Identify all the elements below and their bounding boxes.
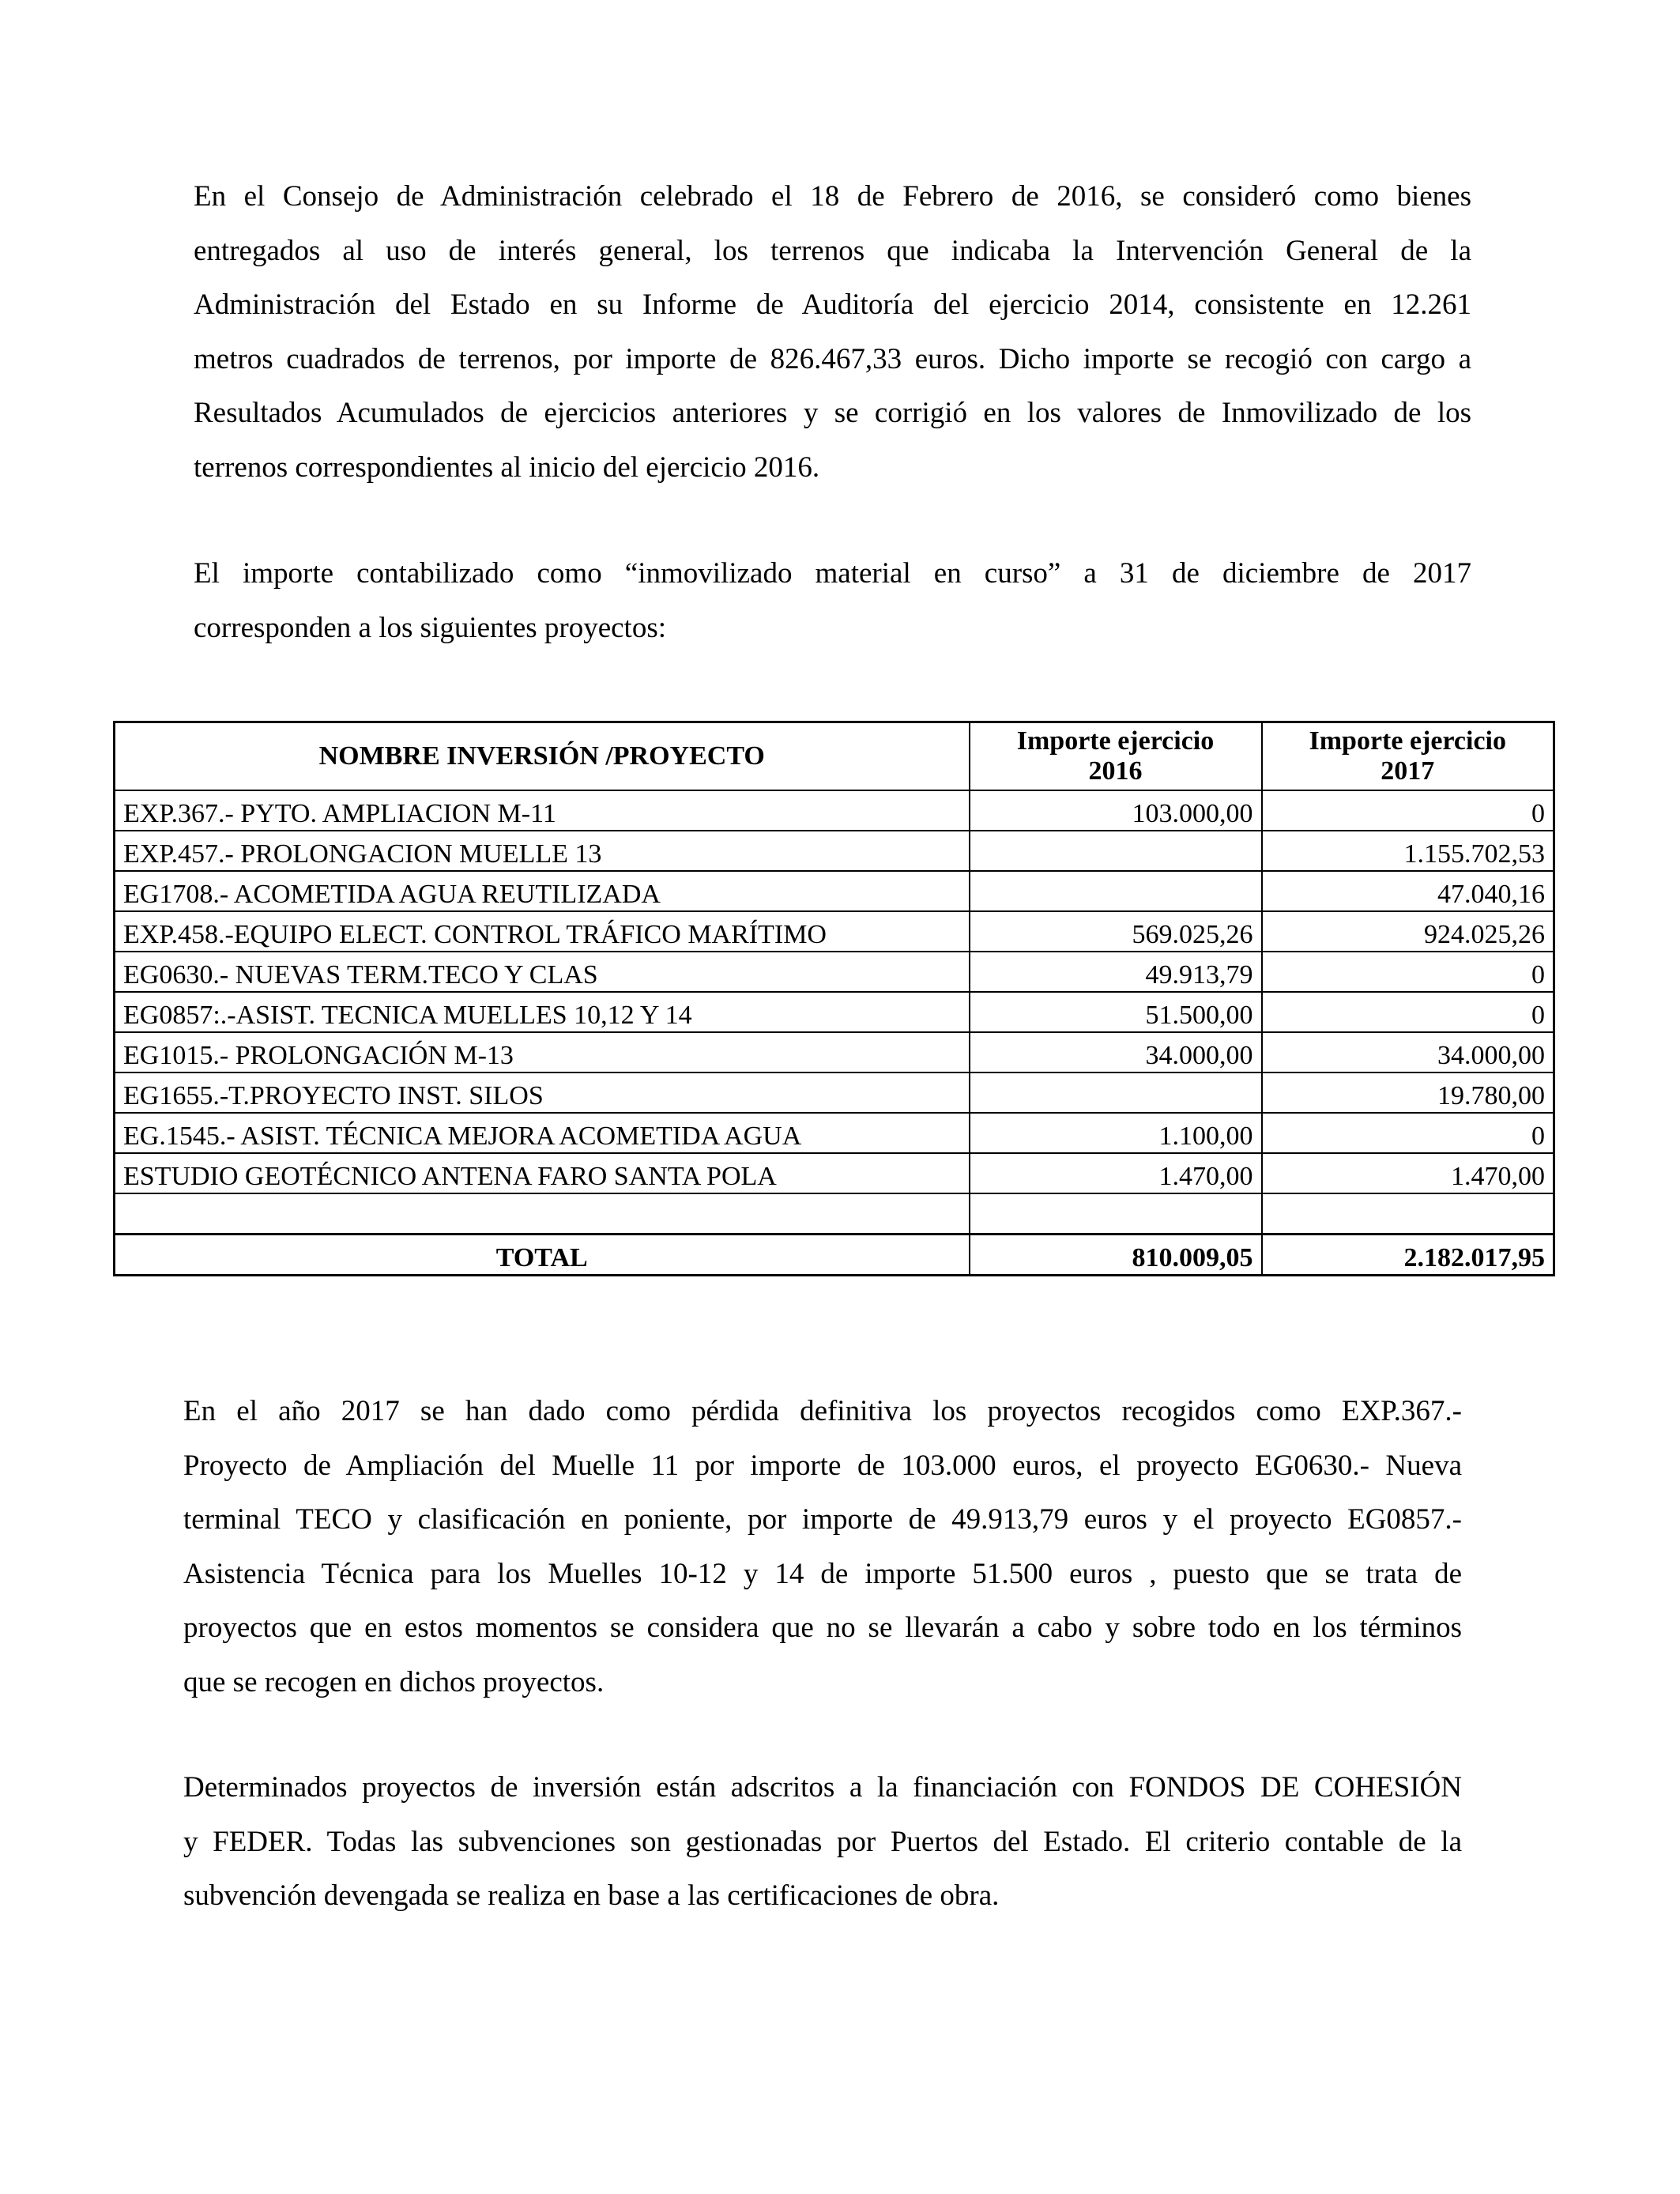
paragraph-importe-contabilizado [194,547,1471,655]
paragraph-perdida-definitiva [183,1385,1462,1710]
cell-name: EG1708.- ACOMETIDA AGUA REUTILIZADA [115,871,970,911]
cell-2017: 19.780,00 [1262,1072,1554,1113]
cell-2017: 0 [1262,992,1554,1032]
cell-2017: 1.155.702,53 [1262,831,1554,871]
cell-name [115,1193,970,1235]
table-row [115,1113,1554,1153]
cell-name: EXP.458.-EQUIPO ELECT. CONTROL TRÁFICO MARÍTIMO [115,911,970,952]
cell-name: EXP.457.- PROLONGACION MUELLE 13 [115,831,970,871]
cell-2016: 1.100,00 [970,1113,1262,1153]
cell-2016: 34.000,00 [970,1032,1262,1072]
text-line: que se recogen en dichos proyectos. [183,1665,605,1698]
table-row-empty [115,1193,1554,1235]
cell-2016 [970,1072,1262,1113]
cell-2017 [1262,1193,1554,1235]
cell-2016: 51.500,00 [970,992,1262,1032]
text-line: Resultados Acumulados de ejercicios anteriores y se corrigió en los valores de Inmovilizado de los [194,397,1471,429]
cell-2017: 34.000,00 [1262,1032,1554,1072]
cell-2016 [970,831,1262,871]
table-header-row [115,722,1554,791]
cell-2017: 47.040,16 [1262,871,1554,911]
text-line: Determinados proyectos de inversión están adscritos a la financiación con FONDOS DE COHESIÓN [183,1771,1462,1804]
text-line: metros cuadrados de terrenos, por importe de 826.467,33 euros. Dicho importe se recogió con cargo a [194,342,1471,375]
text-line: Administración del Estado en su Informe de Auditoría del ejercicio 2014, consistente en 12.261 [194,288,1471,321]
cell-2016: 103.000,00 [970,790,1262,831]
text-line: El importe contabilizado como “inmovilizado material en curso” a 31 de diciembre de 2017 [194,557,1471,590]
text-line: entregados al uso de interés general, los terrenos que indicaba la Intervención General de la [194,234,1471,267]
table-row [115,790,1554,831]
table-row [115,911,1554,952]
cell-2017: 0 [1262,1113,1554,1153]
cell-2017: 0 [1262,952,1554,992]
text-line: terminal TECO y clasificación en poniente, por importe de 49.913,79 euros y el proyecto EG0857.- [183,1503,1462,1536]
table-row [115,952,1554,992]
text-line: y FEDER. Todas las subvenciones son gestionadas por Puertos del Estado. El criterio contable de la [183,1825,1462,1858]
text-line: En el Consejo de Administración celebrado el 18 de Febrero de 2016, se consideró como bienes [194,180,1471,213]
text-line: En el año 2017 se han dado como pérdida definitiva los proyectos recogidos como EXP.367.- [183,1395,1462,1427]
table-row [115,1153,1554,1193]
text-line: subvención devengada se realiza en base a las certificaciones de obra. [183,1879,1000,1912]
header-2016-line2: 2016 [1088,756,1143,786]
text-line: Asistencia Técnica para los Muelles 10-12 y 14 de importe 51.500 euros , puesto que se trata de [183,1557,1462,1590]
paragraph-consejo-administracion [194,170,1471,495]
cell-name: EG0857:.-ASIST. TECNICA MUELLES 10,12 Y 14 [115,992,970,1032]
header-2017-line2: 2017 [1381,756,1435,786]
cell-name: ESTUDIO GEOTÉCNICO ANTENA FARO SANTA POLA [115,1153,970,1193]
total-2016: 810.009,05 [970,1235,1262,1276]
cell-2017: 1.470,00 [1262,1153,1554,1193]
text-line: proyectos que en estos momentos se considera que no se llevarán a cabo y sobre todo en los términos [183,1612,1462,1644]
header-2017 [1262,722,1554,791]
table-row [115,831,1554,871]
cell-2016 [970,1193,1262,1235]
header-2016-line1: Importe ejercicio [1016,726,1215,756]
total-2017: 2.182.017,95 [1262,1235,1554,1276]
header-2017-line1: Importe ejercicio [1309,726,1507,756]
table-row [115,1072,1554,1113]
header-name: NOMBRE INVERSIÓN /PROYECTO [115,722,970,791]
investment-projects-table [113,721,1555,1276]
cell-name: EG0630.- NUEVAS TERM.TECO Y CLAS [115,952,970,992]
cell-name: EG1015.- PROLONGACIÓN M-13 [115,1032,970,1072]
text-line: terrenos correspondientes al inicio del ejercicio 2016. [194,450,820,484]
table-total-row [115,1235,1554,1276]
paragraph-fondos-cohesion [183,1761,1462,1924]
cell-name: EXP.367.- PYTO. AMPLIACION M-11 [115,790,970,831]
cell-2017: 0 [1262,790,1554,831]
cell-2016: 569.025,26 [970,911,1262,952]
header-2016 [970,722,1262,791]
text-line: corresponden a los siguientes proyectos: [194,611,667,644]
cell-name: EG1655.-T.PROYECTO INST. SILOS [115,1072,970,1113]
total-label: TOTAL [115,1235,970,1276]
cell-2016 [970,871,1262,911]
table-row [115,1032,1554,1072]
cell-2017: 924.025,26 [1262,911,1554,952]
text-line: Proyecto de Ampliación del Muelle 11 por importe de 103.000 euros, el proyecto EG0630.- Nueva [183,1449,1462,1482]
cell-2016: 1.470,00 [970,1153,1262,1193]
cell-name: EG.1545.- ASIST. TÉCNICA MEJORA ACOMETIDA AGUA [115,1113,970,1153]
cell-2016: 49.913,79 [970,952,1262,992]
table-row [115,871,1554,911]
table-row [115,992,1554,1032]
